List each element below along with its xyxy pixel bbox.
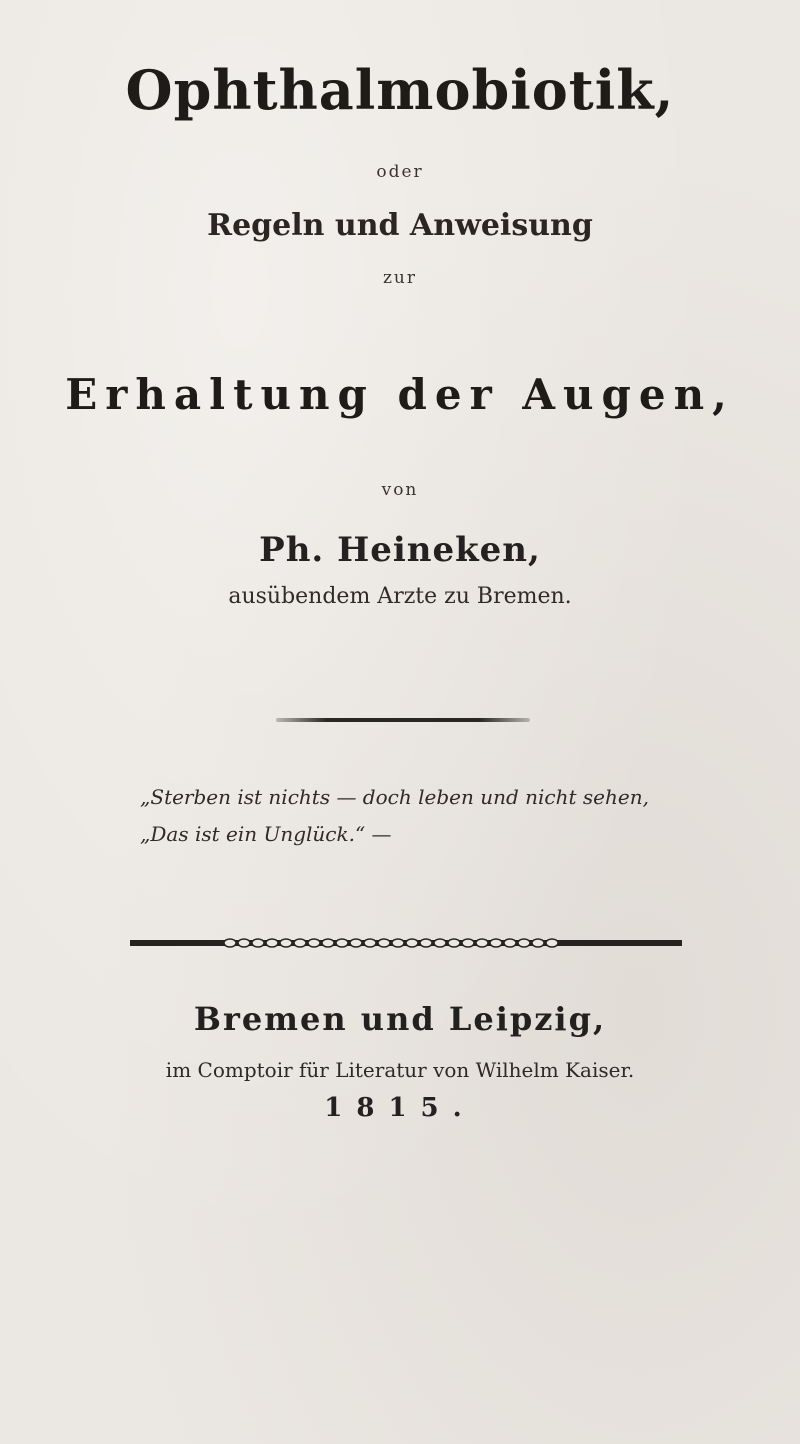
ornamental-rule <box>130 935 682 951</box>
divider-rule <box>276 718 530 722</box>
publisher: im Comptoir für Literatur von Wilhelm Kaiser. <box>165 1058 635 1082</box>
author-name: Ph. Heineken, <box>259 530 541 570</box>
book-subtitle: Regeln und Anweisung <box>207 208 593 243</box>
connector-zur: zur <box>382 268 418 288</box>
book-title: Ophthalmobiotik, <box>125 58 675 122</box>
book-main-title: Erhaltung der Augen, <box>65 370 735 419</box>
publication-place: Bremen und Leipzig, <box>193 1000 607 1038</box>
publication-year: 1815. <box>324 1093 476 1123</box>
motto-line-2: „Das ist ein Unglück.“ — <box>140 822 392 846</box>
connector-oder: oder <box>376 162 424 182</box>
motto-line-1: „Sterben ist nichts — doch leben und nicht sehen, <box>140 785 649 809</box>
connector-von: von <box>381 480 419 500</box>
author-role: ausübendem Arzte zu Bremen. <box>228 584 572 609</box>
